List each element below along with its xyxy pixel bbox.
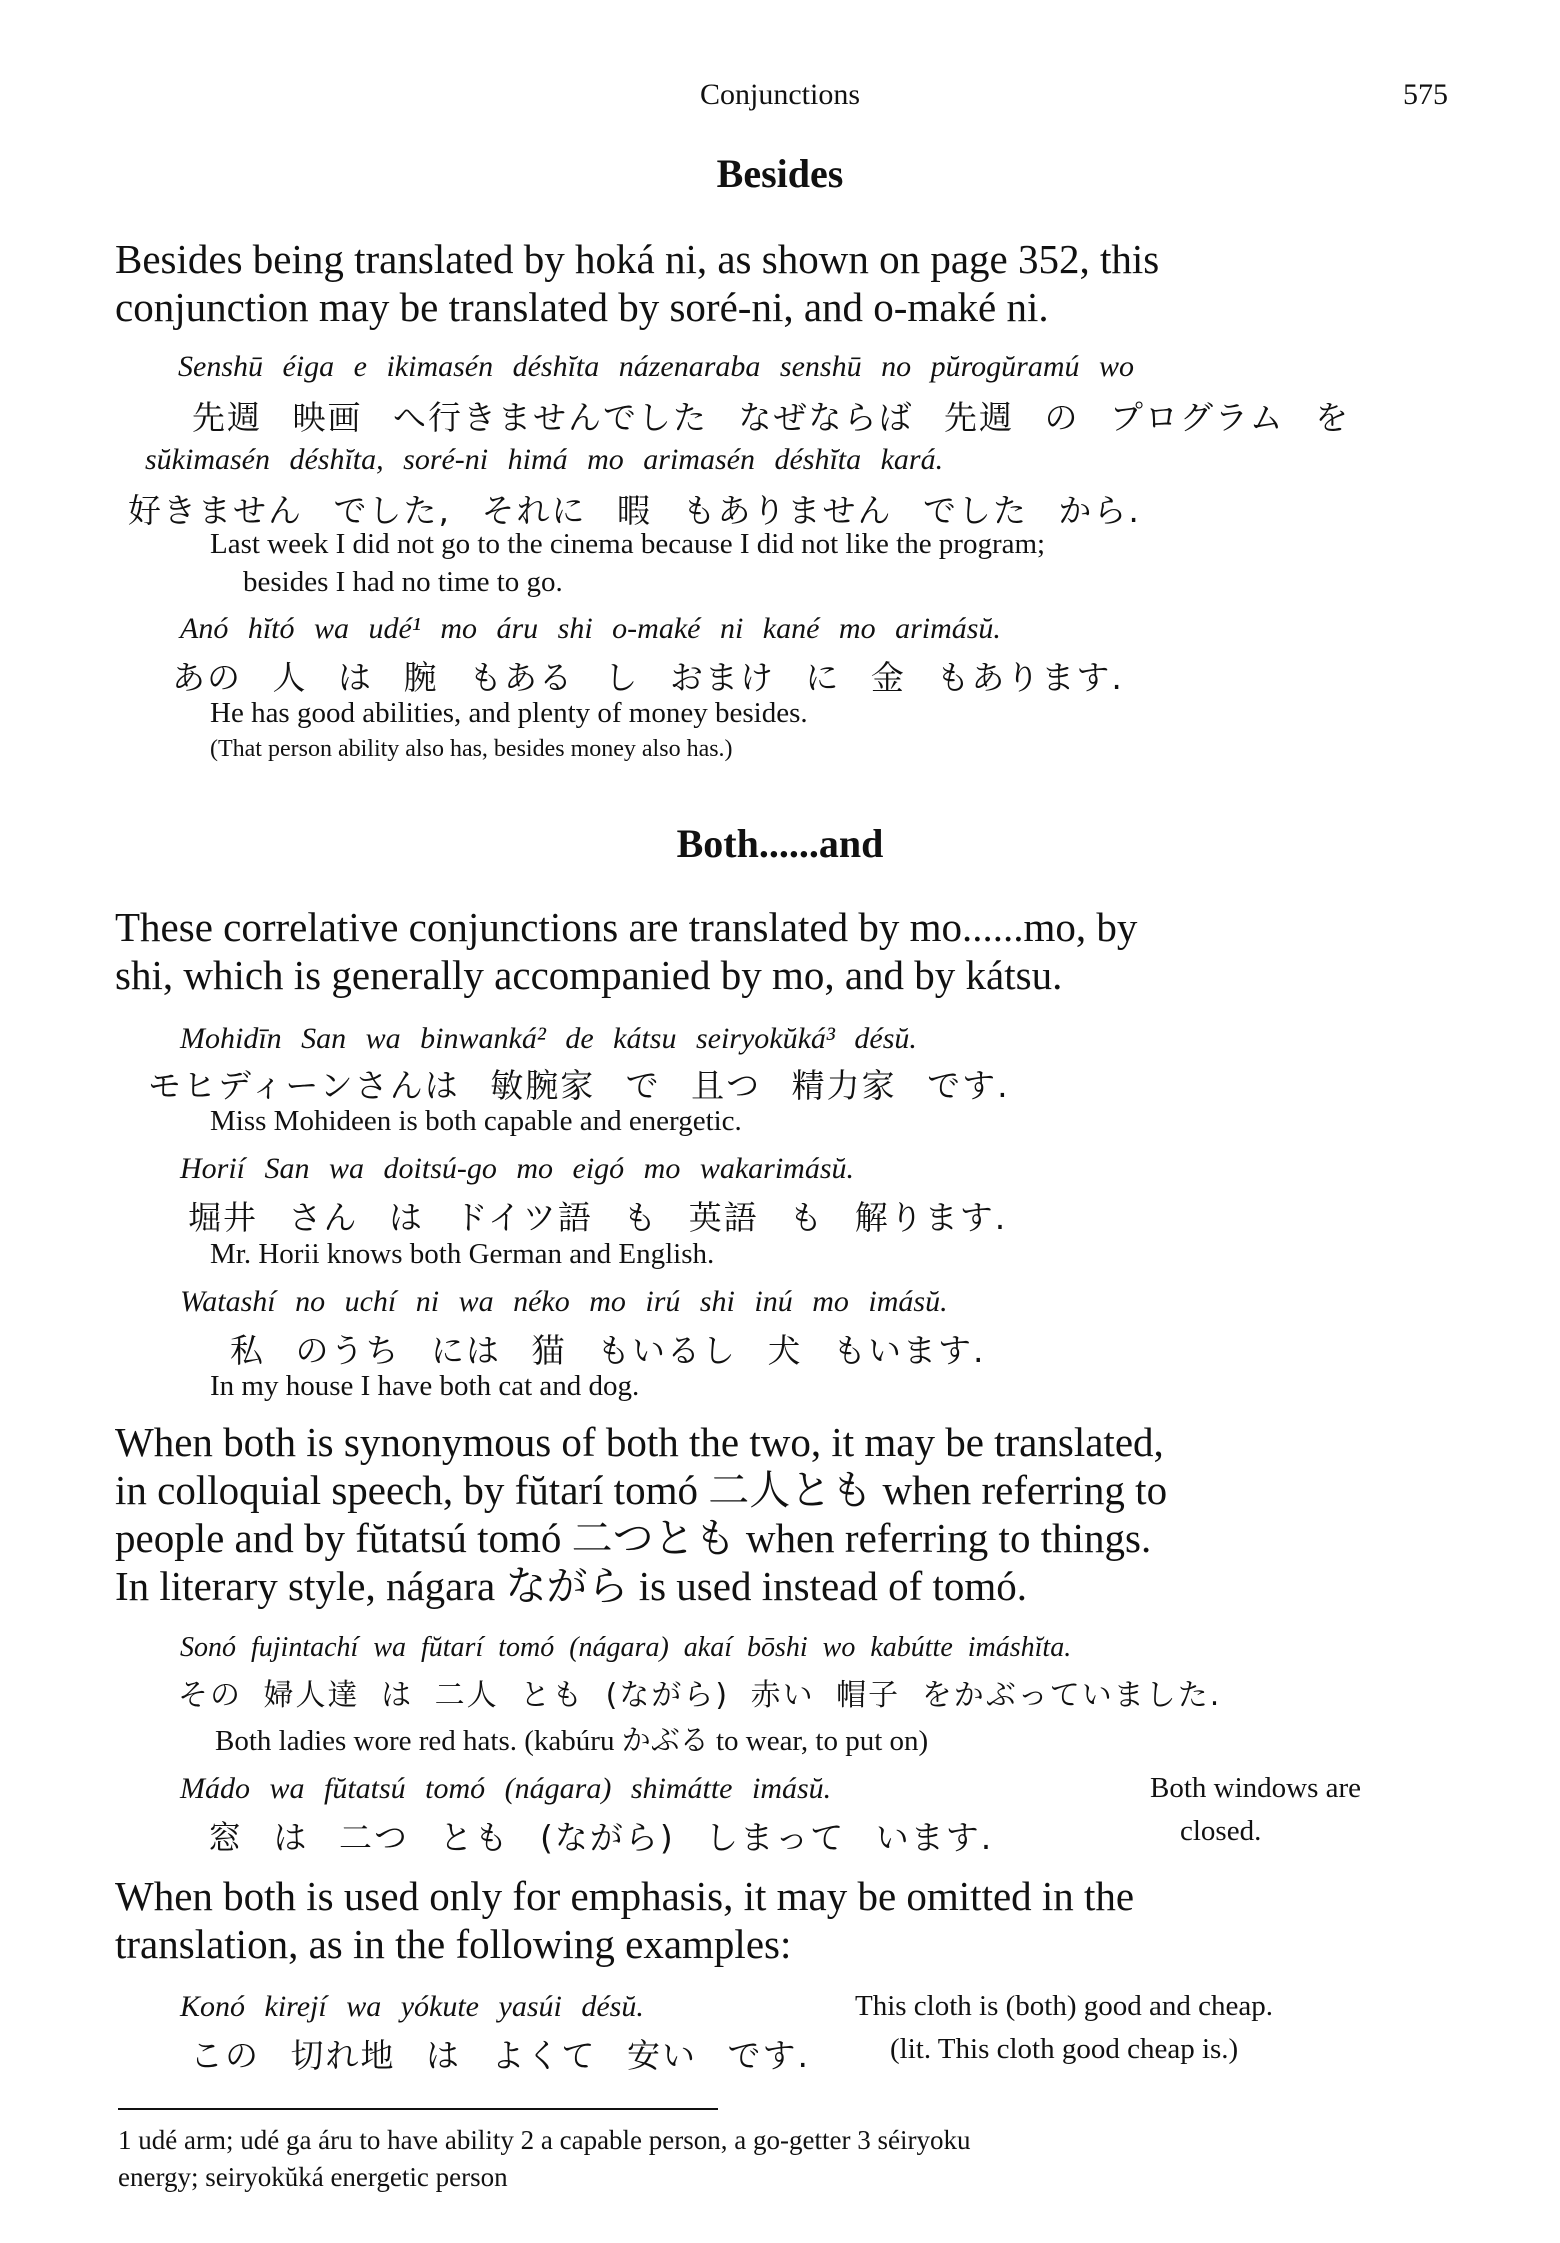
japanese-line: この 切れ地 は よくて 安い です. — [190, 2036, 810, 2075]
japanese-line: 私 のうち には 猫 もいるし 犬 もいます. — [230, 1331, 986, 1370]
japanese-line: 窓 は 二つ とも (ながら) しまって います. — [208, 1818, 994, 1857]
paragraph-line: shi, which is generally accompanied by mo, and by kátsu. — [115, 952, 1063, 998]
paragraph-line: translation, as in the following examples: — [115, 1921, 792, 1967]
romaji-line: Konó kirejí wa yókute yasúi désŭ. — [180, 1990, 644, 2023]
running-head: Conjunctions — [699, 78, 860, 111]
english-line: In my house I have both cat and dog. — [210, 1370, 640, 1402]
paragraph-line: When both is used only for emphasis, it may be omitted in the — [115, 1873, 1135, 1919]
besides-intro-paragraph — [115, 235, 1455, 331]
romaji-line: sŭkimasén déshĭta, soré-ni himá mo arimasén déshĭta kará. — [145, 443, 944, 476]
romaji-line: Horií San wa doitsú-go mo eigó mo wakarimásŭ. — [180, 1152, 855, 1185]
section-title-besides: Besides — [716, 151, 844, 196]
english-line: closed. — [1180, 1815, 1262, 1847]
romaji-line: Mádo wa fŭtatsú tomó (nágara) shimátte imásŭ. — [180, 1772, 832, 1805]
japanese-line: 堀井 さん は ドイツ語 も 英語 も 解ります. — [188, 1198, 1008, 1237]
english-line: Miss Mohideen is both capable and energetic. — [210, 1105, 742, 1137]
english-line: Mr. Horii knows both German and English. — [210, 1238, 715, 1270]
footnote-line: 1 udé arm; udé ga áru to have ability 2 a capable person, a go-getter 3 séiryoku — [118, 2125, 971, 2155]
paragraph-line: These correlative conjunctions are translated by mo......mo, by — [115, 904, 1138, 950]
romaji-line: Senshū éiga e ikimasén déshĭta názenaraba senshū no pŭrogŭramú wo — [178, 350, 1134, 383]
romaji-line: Mohidīn San wa binwanká² de kátsu seiryokŭká³ désŭ. — [180, 1022, 917, 1055]
paragraph-line: conjunction may be translated by soré-ni, and o-maké ni. — [115, 284, 1049, 330]
literal-translation: (That person ability also has, besides money also has.) — [210, 736, 733, 762]
japanese-line: モヒディーンさんは 敏腕家 で 且つ 精力家 です. — [148, 1066, 1010, 1105]
english-line: This cloth is (both) good and cheap. — [855, 1990, 1273, 2022]
english-line: Both ladies wore red hats. (kabúru かぶる to wear, to put on) — [215, 1725, 929, 1757]
english-line: Last week I did not go to the cinema because I did not like the program; — [210, 528, 1046, 560]
footnote-rule — [118, 2108, 718, 2110]
romaji-line: Watashí no uchí ni wa néko mo irú shi inú mo imásŭ. — [180, 1285, 948, 1318]
both-usage-paragraph — [115, 1418, 1455, 1610]
english-line: He has good abilities, and plenty of money besides. — [210, 697, 808, 729]
paragraph-line: In literary style, nágara ながら is used instead of tomó. — [115, 1563, 1028, 1609]
english-line: besides I had no time to go. — [243, 566, 563, 598]
japanese-line: あの 人 は 腕 もある し おまけ に 金 もあります. — [172, 658, 1124, 697]
romaji-line: Sonó fujintachí wa fŭtarí tomó (nágara) akaí bōshi wo kabútte imáshĭta. — [180, 1632, 1072, 1663]
paragraph-line: When both is synonymous of both the two, it may be translated, — [115, 1419, 1164, 1465]
page-number: 575 — [1403, 78, 1448, 111]
footnote-line: energy; seiryokŭká energetic person — [118, 2162, 508, 2192]
japanese-line: 好きません でした, それに 暇 もありません でした から. — [128, 491, 1141, 530]
both-intro-paragraph — [115, 903, 1455, 999]
japanese-line: その 婦人達 は 二人 とも (ながら) 赤い 帽子 をかぶっていました. — [178, 1678, 1222, 1713]
literal-translation: (lit. This cloth good cheap is.) — [890, 2033, 1239, 2065]
paragraph-line: in colloquial speech, by fŭtarí tomó 二人とも when referring to — [115, 1467, 1168, 1513]
paragraph-line: people and by fŭtatsú tomó 二つとも when referring to things. — [115, 1515, 1152, 1561]
paragraph-line: Besides being translated by hoká ni, as shown on page 352, this — [115, 236, 1160, 282]
both-emphasis-paragraph — [115, 1872, 1455, 1968]
romaji-line: Anó hĭtó wa udé¹ mo áru shi o-maké ni kané mo arimásŭ. — [180, 612, 1001, 645]
japanese-line: 先週 映画 へ行きませんでした なぜならば 先週 の プログラム を — [192, 398, 1351, 437]
section-title-both-and: Both......and — [676, 821, 884, 866]
english-line: Both windows are — [1150, 1772, 1362, 1804]
